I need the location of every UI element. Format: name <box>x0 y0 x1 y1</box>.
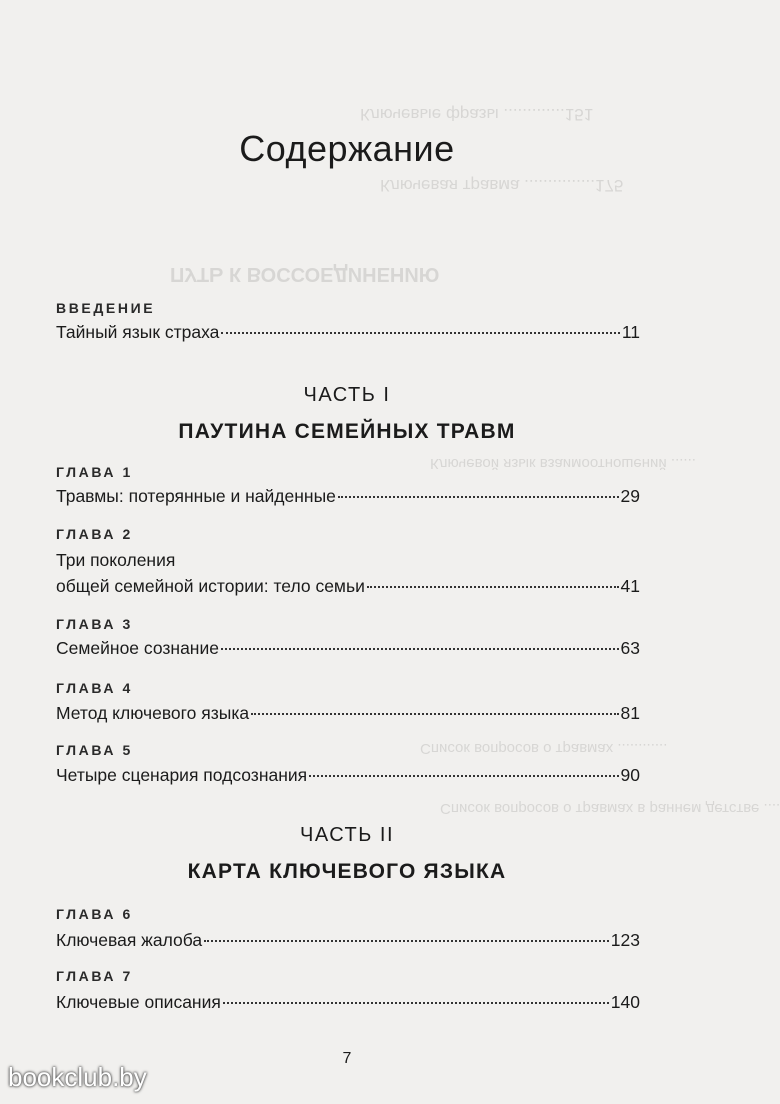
toc-entry-chapter-7[interactable] <box>56 992 640 1013</box>
chapter-label: ГЛАВА 7 <box>56 968 133 984</box>
part-label: ЧАСТЬ I <box>303 384 391 406</box>
entry-title-line[interactable]: Три поколения <box>56 550 176 570</box>
bleed-through-text: Ключевые фразы .............151 <box>360 105 594 124</box>
entry-title: Тайный язык страха <box>56 322 220 342</box>
dot-leader <box>251 713 618 715</box>
toc-entry-chapter-4[interactable] <box>56 703 640 724</box>
entry-page-number: 123 <box>610 930 640 950</box>
watermark: bookclub.by <box>8 1062 147 1092</box>
dot-leader <box>367 586 619 588</box>
page-number: 7 <box>342 1050 352 1067</box>
entry-page-number: 41 <box>620 576 640 596</box>
entry-title: Метод ключевого языка <box>56 703 250 723</box>
entry-page-number: 11 <box>621 322 640 342</box>
chapter-label: ГЛАВА 5 <box>56 742 133 758</box>
entry-title: Травмы: потерянные и найденные <box>56 486 336 506</box>
part-title: КАРТА КЛЮЧЕВОГО ЯЗЫКА <box>187 860 507 883</box>
entry-title: общей семейной истории: тело семьи <box>56 576 365 596</box>
dot-leader <box>204 940 609 942</box>
entry-title: Ключевые описания <box>56 992 221 1012</box>
chapter-label: ГЛАВА 3 <box>56 616 133 632</box>
bleed-through-text: ПУТЬ К ВОССОЕДИНЕНИЮ <box>170 263 440 285</box>
chapter-label: ГЛАВА 4 <box>56 680 133 696</box>
toc-entry-chapter-5[interactable] <box>56 765 640 786</box>
chapter-label: ГЛАВА 2 <box>56 526 133 542</box>
part-title: ПАУТИНА СЕМЕЙНЫХ ТРАВМ <box>178 420 516 443</box>
bleed-through-text: Список вопросов о травмах ............ <box>420 740 668 757</box>
toc-entry-chapter-2[interactable] <box>56 576 640 597</box>
entry-title: Семейное сознание <box>56 638 219 658</box>
toc-entry-intro[interactable] <box>56 322 640 343</box>
entry-page-number: 90 <box>620 765 640 785</box>
entry-page-number: 63 <box>620 638 640 658</box>
part-label: ЧАСТЬ II <box>299 824 395 846</box>
dot-leader <box>309 775 618 777</box>
dot-leader <box>221 332 619 334</box>
page-title: Содержание <box>239 128 455 169</box>
chapter-label: ГЛАВА 6 <box>56 906 133 922</box>
toc-entry-chapter-1[interactable] <box>56 486 640 507</box>
bleed-through-text: Ключевой язык взаимоотношений ...... <box>430 455 696 472</box>
dot-leader <box>223 1002 609 1004</box>
entry-page-number: 81 <box>620 703 640 723</box>
entry-title: Четыре сценария подсознания <box>56 765 308 785</box>
toc-entry-chapter-6[interactable] <box>56 930 640 951</box>
entry-title: Ключевая жалоба <box>56 930 203 950</box>
toc-entry-chapter-3[interactable] <box>56 638 640 659</box>
entry-page-number: 140 <box>610 992 640 1012</box>
dot-leader <box>338 496 619 498</box>
intro-label: ВВЕДЕНИЕ <box>56 300 156 316</box>
bleed-through-text: Ключевая травма ...............175 <box>380 176 624 195</box>
entry-page-number: 29 <box>620 486 640 506</box>
chapter-label: ГЛАВА 1 <box>56 464 133 480</box>
bleed-through-text: Список вопросов о травмах в раннем детстве .... <box>440 800 780 817</box>
dot-leader <box>221 648 619 650</box>
